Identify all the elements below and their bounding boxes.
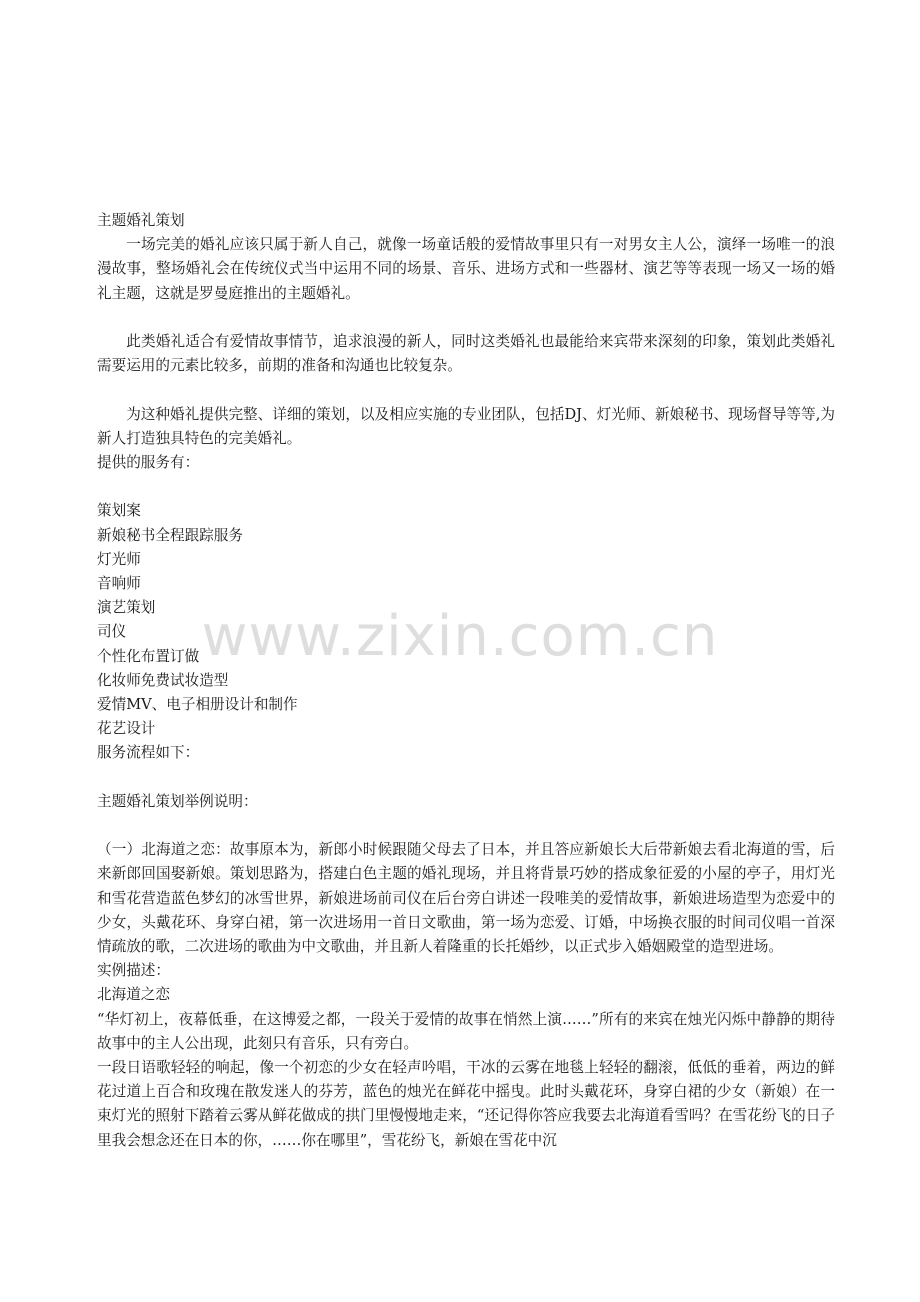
service-item: 化妆师免费试妆造型 <box>97 671 229 689</box>
intro-paragraph-2: 此类婚礼适合有爱情故事情节，追求浪漫的新人，同时这类婚礼也最能给来宾带来深刻的印象，策划此类婚礼需要运用的元素比较多，前期的准备和沟通也比较复杂。 <box>97 333 835 375</box>
service-item: 新娘秘书全程跟踪服务 <box>97 526 243 544</box>
case-label: 实例描述： <box>97 962 170 980</box>
doc-title: 主题婚礼策划 <box>97 212 185 229</box>
service-item: 灯光师 <box>97 550 141 568</box>
services-list <box>97 499 835 741</box>
case-title: 北海道之恋 <box>97 986 170 1004</box>
intro-paragraph-1: 一场完美的婚礼应该只属于新人自己，就像一场童话般的爱情故事里只有一对男女主人公，演绎一场唯一的浪漫故事，整场婚礼会在传统仪式当中运用不同的场景、音乐、进场方式和一些器材、演艺等等表现一场又一场的婚礼主题，这就是罗曼庭推出的主题婚礼。 <box>97 236 835 302</box>
service-item: 音响师 <box>97 575 141 592</box>
blank-line <box>97 766 835 790</box>
service-item: 演艺策划 <box>97 599 156 617</box>
services-heading: 提供的服务有： <box>97 454 200 471</box>
example-heading: 主题婚礼策划举例说明： <box>97 792 258 810</box>
service-item: 个性化布置订做 <box>97 647 200 665</box>
intro-paragraph-3: 为这种婚礼提供完整、详细的策划，以及相应实施的专业团队，包括DJ、灯光师、新娘秘书、现场督导等等,为新人打造独具特色的完美婚礼。 <box>97 405 835 447</box>
service-item: 策划案 <box>97 502 141 520</box>
blank-line <box>97 378 835 402</box>
document-body <box>97 209 835 1153</box>
watermark: www.zixin.com.cn <box>201 604 719 669</box>
case-paragraph-1: “华灯初上，夜幕低垂，在这博爱之都，一段关于爱情的故事在悄然上演……”所有的来宾在烛光闪烁中静静的期待故事中的主人公出现，此刻只有音乐，只有旁白。 <box>97 1010 835 1052</box>
process-heading: 服务流程如下： <box>97 744 200 762</box>
blank-line <box>97 814 835 838</box>
case-paragraph-2: 一段日语歌轻轻的响起，像一个初恋的少女在轻声吟唱，干冰的云雾在地毯上轻轻的翻滚，低低的垂着，两边的鲜花过道上百合和玫瑰在散发迷人的芬芳，蓝色的烛光在鲜花中摇曳。此时头戴花环，身穿白裙的少女（新娘）在一束灯光的照射下踏着云雾从鲜花做成的拱门里慢慢地走来，“还记得你答应我要去北海道看雪吗？在雪花纷飞的日子里我会想念还在日本的你，……你在哪里”，雪花纷飞，新娘在雪花中沉 <box>97 1059 835 1149</box>
service-item: 花艺设计 <box>97 720 156 738</box>
example-paragraph-1: （一）北海道之恋：故事原本为，新郎小时候跟随父母去了日本，并且答应新娘长大后带新娘去看北海道的雪，后来新郎回国娶新娘。策划思路为，搭建白色主题的婚礼现场，并且将背景巧妙的搭成象征爱的小屋的亭子，用灯光和雪花营造蓝色梦幻的冰雪世界，新娘进场前司仪在后台旁白讲述一段唯美的爱情故事，新娘进场造型为恋爱中的少女，头戴花环、身穿白裙，第一次进场用一首日文歌曲，第一场为恋爱、订婚，中场换衣服的时间司仪唱一首深情疏放的歌，二次进场的歌曲为中文歌曲，并且新人着隆重的长托婚纱，以正式步入婚姻殿堂的造型进场。 <box>97 841 835 956</box>
service-item: 爱情MV、电子相册设计和制作 <box>97 696 298 714</box>
service-item: 司仪 <box>97 623 127 641</box>
blank-line <box>97 306 835 330</box>
blank-line <box>97 475 835 499</box>
